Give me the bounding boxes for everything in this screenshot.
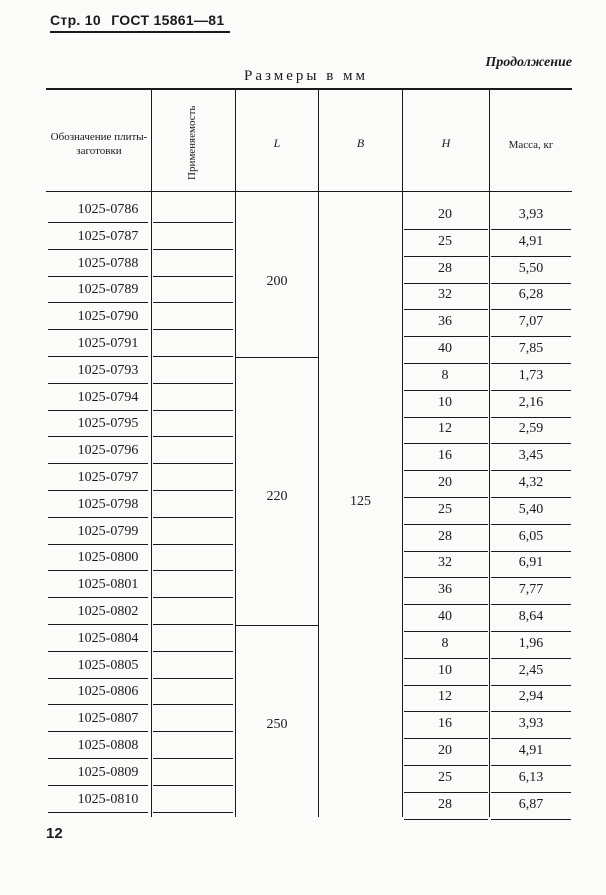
mass-cell: 7,07 (518, 314, 544, 330)
row-rule (491, 283, 571, 284)
mass-cell: 7,77 (518, 582, 544, 598)
H-cell: 36 (438, 314, 452, 330)
mass-cell: 4,32 (518, 475, 544, 490)
row-rule (48, 329, 148, 330)
row-rule (404, 658, 488, 659)
row-rule (153, 651, 233, 652)
mass-header: Масса, кг (508, 139, 554, 151)
row-rule (404, 551, 488, 552)
row-rule (491, 631, 571, 632)
H-cell: 20 (438, 743, 452, 758)
H-cell: 8 (441, 367, 449, 383)
mass-cell: 1,73 (518, 367, 544, 383)
H-cell: 20 (438, 475, 452, 490)
row-rule (404, 336, 488, 337)
row-rule (491, 229, 571, 230)
row-rule (491, 363, 571, 364)
L-group-rule (236, 357, 318, 358)
row-rule (153, 785, 233, 786)
row-rule (153, 410, 233, 411)
designation-cell: 1025-0799 (77, 523, 139, 539)
row-rule (153, 731, 233, 732)
row-rule (491, 738, 571, 739)
row-rule (404, 443, 488, 444)
row-rule (491, 577, 571, 578)
table-caption: Размеры в мм (244, 68, 369, 84)
designation-header: Обозначение плиты-заготовки (50, 131, 148, 157)
row-rule (48, 302, 148, 303)
row-rule (48, 517, 148, 518)
row-rule (404, 711, 488, 712)
row-rule (491, 658, 571, 659)
row-rule (404, 497, 488, 498)
page-label: Стр. 10 (50, 12, 101, 28)
row-rule (48, 356, 148, 357)
designation-cell: 1025-0789 (77, 282, 139, 298)
mass-cell: 6,13 (518, 769, 544, 785)
row-rule (491, 819, 571, 820)
row-rule (153, 570, 233, 571)
mass-cell: 2,45 (518, 662, 544, 678)
table-top-rule (46, 88, 572, 90)
continuation-label: Продолжение (485, 55, 572, 70)
row-rule (491, 417, 571, 418)
row-rule (153, 302, 233, 303)
row-rule (153, 704, 233, 705)
designation-cell: 1025-0794 (77, 389, 139, 405)
row-rule (153, 249, 233, 250)
row-rule (404, 738, 488, 739)
row-rule (491, 765, 571, 766)
designation-cell: 1025-0791 (77, 336, 139, 351)
row-rule (48, 463, 148, 464)
row-rule (491, 443, 571, 444)
mass-cell: 4,91 (518, 233, 544, 249)
row-rule (48, 785, 148, 786)
row-rule (153, 222, 233, 223)
column-divider (489, 90, 490, 817)
row-rule (491, 685, 571, 686)
row-rule (48, 758, 148, 759)
row-rule (404, 256, 488, 257)
column-divider (402, 90, 403, 817)
row-rule (153, 812, 233, 813)
row-rule (48, 651, 148, 652)
standard-number: ГОСТ 15861—81 (111, 12, 225, 28)
H-cell: 40 (438, 341, 452, 356)
row-rule (48, 624, 148, 625)
row-rule (153, 463, 233, 464)
L-value-cell: 220 (266, 488, 288, 504)
mass-cell: 8,64 (518, 609, 544, 624)
row-rule (491, 551, 571, 552)
row-rule (491, 497, 571, 498)
H-cell: 16 (438, 448, 452, 464)
row-rule (491, 470, 571, 471)
mass-cell: 5,40 (518, 501, 544, 517)
row-rule (404, 577, 488, 578)
H-cell: 16 (438, 716, 452, 732)
row-rule (491, 256, 571, 257)
mass-cell: 6,91 (518, 555, 544, 571)
row-rule (48, 383, 148, 384)
mass-cell: 2,59 (518, 421, 544, 437)
row-rule (48, 597, 148, 598)
row-rule (404, 792, 488, 793)
applicability-header: Применяемость (186, 105, 198, 181)
row-rule (491, 711, 571, 712)
header-bottom-rule (46, 191, 572, 192)
row-rule (404, 417, 488, 418)
designation-cell: 1025-0807 (77, 711, 139, 727)
mass-cell: 6,28 (518, 287, 544, 303)
designation-cell: 1025-0810 (77, 791, 139, 807)
row-rule (404, 524, 488, 525)
row-rule (491, 390, 571, 391)
row-rule (153, 356, 233, 357)
row-rule (491, 792, 571, 793)
page-header (50, 12, 230, 33)
designation-cell: 1025-0786 (77, 202, 139, 217)
column-divider (235, 90, 236, 817)
row-rule (48, 436, 148, 437)
H-cell: 36 (438, 582, 452, 598)
H-cell: 25 (438, 233, 452, 249)
row-rule (491, 524, 571, 525)
designation-cell: 1025-0808 (77, 738, 139, 753)
designation-cell: 1025-0804 (77, 630, 139, 646)
H-cell: 10 (438, 662, 452, 678)
L-value-cell: 250 (266, 716, 288, 732)
row-rule (404, 309, 488, 310)
B-value-cell: 125 (350, 494, 371, 510)
mass-cell: 6,05 (518, 528, 544, 544)
H-header: H (441, 136, 451, 150)
designation-cell: 1025-0802 (77, 604, 139, 619)
row-rule (48, 249, 148, 250)
H-cell: 12 (438, 421, 452, 437)
H-cell: 25 (438, 769, 452, 785)
L-group-rule (236, 625, 318, 626)
designation-cell: 1025-0805 (77, 657, 139, 673)
L-value-cell: 200 (266, 274, 288, 290)
designation-cell: 1025-0790 (77, 309, 139, 325)
row-rule (153, 329, 233, 330)
mass-cell: 2,16 (518, 394, 544, 410)
row-rule (48, 704, 148, 705)
designation-cell: 1025-0795 (77, 416, 139, 432)
row-rule (48, 731, 148, 732)
H-cell: 28 (438, 528, 452, 544)
row-rule (404, 390, 488, 391)
row-rule (153, 597, 233, 598)
row-rule (153, 383, 233, 384)
H-cell: 10 (438, 394, 452, 410)
mass-cell: 2,94 (518, 689, 544, 705)
L-header: L (273, 136, 281, 150)
B-header: B (356, 136, 365, 150)
H-cell: 32 (438, 287, 452, 303)
page-number: 12 (46, 825, 63, 842)
designation-cell: 1025-0798 (77, 496, 139, 512)
designation-cell: 1025-0788 (77, 255, 139, 271)
row-rule (48, 410, 148, 411)
designation-cell: 1025-0796 (77, 443, 139, 459)
row-rule (491, 309, 571, 310)
row-rule (153, 624, 233, 625)
mass-cell: 3,45 (518, 448, 544, 464)
row-rule (404, 631, 488, 632)
designation-cell: 1025-0801 (77, 577, 139, 593)
designation-cell: 1025-0800 (77, 550, 139, 566)
mass-cell: 3,93 (518, 207, 544, 222)
designation-cell: 1025-0797 (77, 470, 139, 485)
row-rule (404, 604, 488, 605)
mass-cell: 7,85 (518, 341, 544, 356)
row-rule (153, 276, 233, 277)
column-divider (318, 90, 319, 817)
row-rule (153, 490, 233, 491)
mass-cell: 5,50 (518, 260, 544, 276)
mass-cell: 3,93 (518, 716, 544, 732)
H-cell: 28 (438, 260, 452, 276)
designation-cell: 1025-0806 (77, 684, 139, 700)
row-rule (48, 570, 148, 571)
mass-cell: 1,96 (518, 635, 544, 651)
row-rule (153, 544, 233, 545)
H-cell: 25 (438, 501, 452, 517)
H-cell: 32 (438, 555, 452, 571)
row-rule (404, 765, 488, 766)
H-cell: 8 (441, 635, 449, 651)
row-rule (153, 517, 233, 518)
row-rule (48, 222, 148, 223)
designation-cell: 1025-0787 (77, 228, 139, 244)
H-cell: 28 (438, 796, 452, 812)
row-rule (404, 283, 488, 284)
row-rule (491, 336, 571, 337)
row-rule (153, 436, 233, 437)
mass-cell: 6,87 (518, 796, 544, 812)
row-rule (491, 604, 571, 605)
row-rule (404, 363, 488, 364)
H-cell: 20 (438, 207, 452, 222)
designation-cell: 1025-0793 (77, 362, 139, 378)
row-rule (48, 544, 148, 545)
row-rule (404, 819, 488, 820)
row-rule (48, 490, 148, 491)
row-rule (153, 678, 233, 679)
mass-cell: 4,91 (518, 743, 544, 758)
row-rule (404, 470, 488, 471)
row-rule (48, 678, 148, 679)
row-rule (153, 758, 233, 759)
row-rule (404, 229, 488, 230)
designation-cell: 1025-0809 (77, 764, 139, 780)
H-cell: 40 (438, 609, 452, 624)
row-rule (48, 812, 148, 813)
row-rule (48, 276, 148, 277)
row-rule (404, 685, 488, 686)
H-cell: 12 (438, 689, 452, 705)
